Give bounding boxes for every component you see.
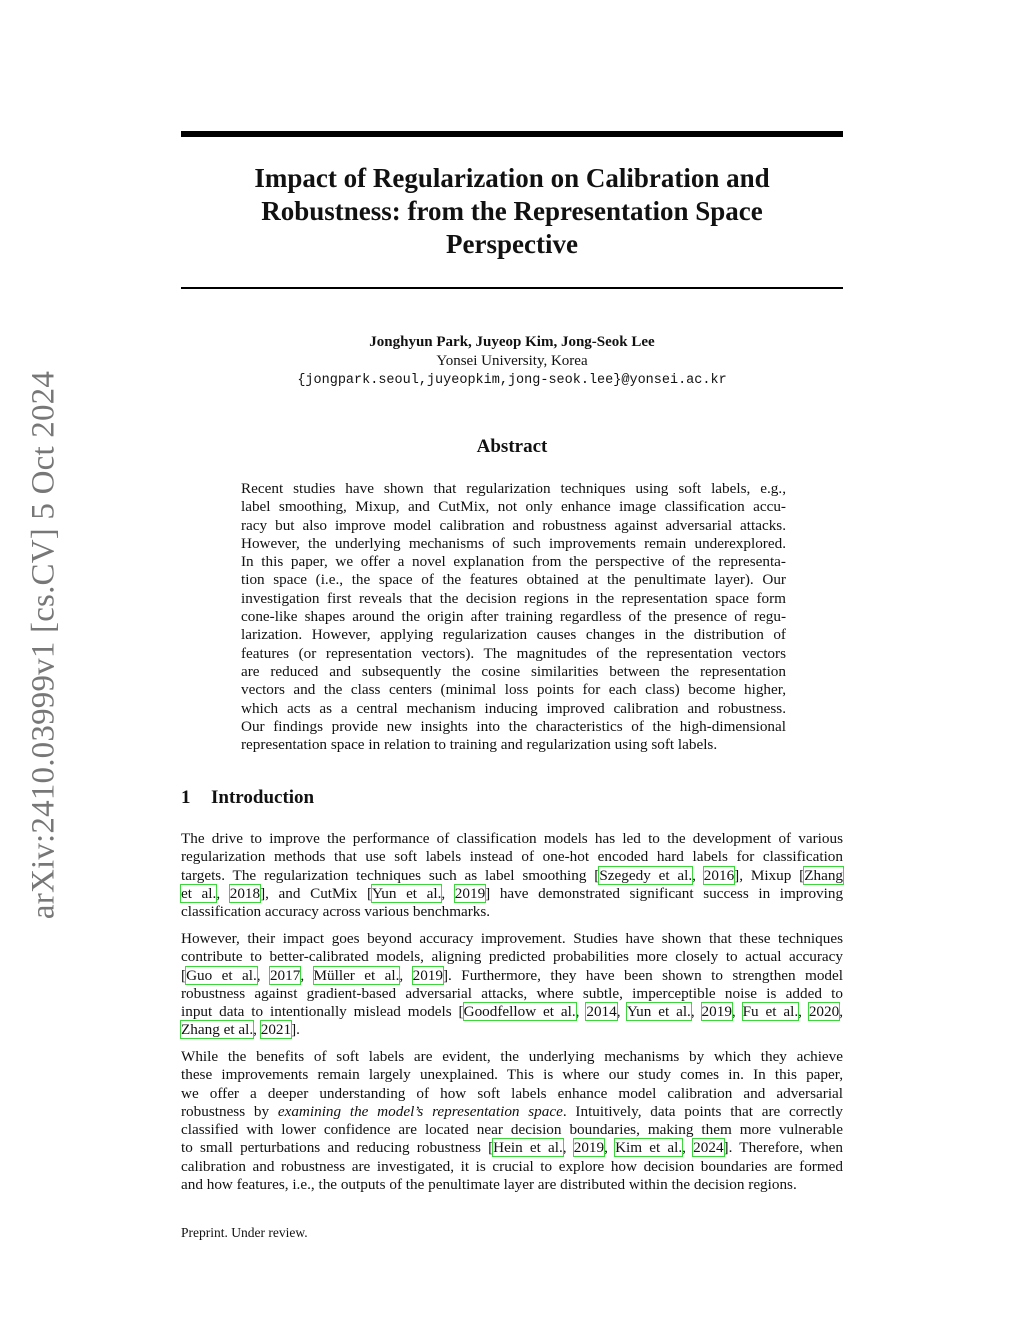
text-run: ,	[575, 1003, 587, 1021]
abstract-line: which acts as a central mechanism inducing improved calibration and robustness.	[241, 699, 786, 717]
abstract-line: are reduced and subsequently the cosine similarities between the representation	[241, 662, 786, 680]
text-run: input data to intentionally mislead models [	[181, 1003, 464, 1021]
authors: Jonghyun Park, Juyeop Kim, Jong-Seok Lee	[369, 334, 655, 350]
text-run: ]. Furthermore, they have been shown to strengthen model	[442, 966, 843, 984]
abstract-body	[241, 480, 786, 754]
citation-link[interactable]: Szegedy et al.	[599, 866, 693, 884]
title-line: Perspective	[446, 229, 578, 259]
text-run: ], and CutMix [	[260, 884, 372, 902]
paper-title	[181, 162, 843, 261]
text-run: ,	[798, 1003, 809, 1021]
section-heading	[181, 787, 314, 809]
citation-link[interactable]: 2017	[269, 966, 301, 984]
abstract-line: tion space (i.e., the space of the features obtained at the penultimate layer). Our	[241, 571, 786, 589]
title-line: Impact of Regularization on Calibration and	[254, 163, 770, 193]
text-line: classified with lower confidence are located near decision boundaries, making them more vulnerable	[181, 1121, 843, 1139]
abstract-line: racy but also improve model calibration and robustness against adversarial attacks.	[241, 516, 786, 534]
citation-link[interactable]: Guo et al.	[186, 966, 257, 984]
text-line: classification accuracy across various benchmarks.	[181, 903, 491, 921]
text-line	[181, 885, 843, 903]
text-line: calibration and robustness are investigated, it is crucial to explore how decision boundaries are formed	[181, 1157, 843, 1175]
citation-link[interactable]: 2019	[573, 1139, 605, 1157]
citation-link[interactable]: Yun et al.	[372, 884, 442, 902]
text-line: robustness against gradient-based adversarial attacks, where subtle, imperceptible noise is added to	[181, 984, 843, 1002]
text-line: While the benefits of soft labels are evident, the underlying mechanisms by which they achieve	[181, 1048, 843, 1065]
text-line	[181, 1103, 843, 1121]
text-run: ], Mixup [	[734, 866, 805, 884]
text-line	[181, 967, 843, 985]
text-run: ,	[839, 1003, 843, 1021]
text-line	[181, 1021, 843, 1039]
footer-note: Preprint. Under review.	[181, 1225, 308, 1240]
intro-paragraph-2	[181, 930, 843, 1040]
emphasis-text: examining the model’s representation space	[277, 1102, 563, 1120]
abstract-line: cone-like shapes around the origin after training regardless of the presence of regu-	[241, 608, 786, 626]
citation-link[interactable]: Müller et al.	[313, 966, 400, 984]
text-run: ,	[399, 966, 413, 984]
title-bottom-rule	[181, 287, 843, 289]
text-run: ,	[731, 1003, 743, 1021]
abstract-line: vectors and the class centers (minimal loss points for each class) become higher,	[241, 681, 786, 699]
abstract-line: label smoothing, Mixup, and CutMix, not only enhance image classification accu-	[241, 498, 786, 516]
citation-link[interactable]: Yun et al.	[626, 1003, 691, 1021]
citation-link[interactable]: Fu et al.	[742, 1003, 799, 1021]
abstract-line: representation space in relation to training and regularization using soft labels.	[241, 736, 718, 754]
text-run: ,	[616, 1003, 627, 1021]
citation-link[interactable]: 2019	[454, 884, 486, 902]
citation-link[interactable]: 2020	[808, 1003, 840, 1021]
intro-paragraph-3	[181, 1048, 843, 1194]
text-run: ]. Therefore, when	[723, 1139, 844, 1157]
citation-link[interactable]: 2018	[229, 884, 261, 902]
citation-link[interactable]: 2019	[701, 1003, 732, 1021]
text-line	[181, 867, 843, 885]
text-run: ,	[253, 1021, 261, 1039]
citation-link[interactable]: 2019	[412, 966, 443, 984]
text-run: ,	[604, 1139, 616, 1157]
text-line: we offer a deeper understanding of how soft labels enhance model calibration and adversarial	[181, 1084, 843, 1102]
text-run: ].	[291, 1021, 300, 1039]
citation-link[interactable]: et al.	[181, 884, 217, 902]
text-run: to small perturbations and reducing robustness [	[181, 1139, 494, 1157]
email: {jongpark.seoul,juyeopkim,jong-seok.lee}@yonsei.ac.kr	[297, 373, 727, 388]
abstract-line: Our findings provide new insights into the characteristics of the high-dimensional	[241, 717, 786, 735]
title-line: Robustness: from the Representation Space	[261, 196, 763, 226]
title-top-rule	[181, 131, 843, 137]
text-line: these improvements remain largely unexplained. This is where our study comes in. In this paper,	[181, 1066, 843, 1084]
text-line: regularization methods that use soft labels instead of one-hot encoded hard labels for classification	[181, 848, 843, 866]
text-run: ,	[682, 1139, 694, 1157]
text-line: The drive to improve the performance of classification models has led to the development of various	[181, 830, 843, 847]
abstract-line: larization. However, applying regularization causes changes in the distribution of	[241, 626, 786, 644]
text-run: ,	[256, 966, 270, 984]
text-run: [	[181, 966, 187, 984]
intro-paragraph-1	[181, 830, 843, 921]
citation-link[interactable]: Goodfellow et al.	[463, 1003, 576, 1021]
arxiv-watermark: arXiv:2410.03999v1 [cs.CV] 5 Oct 2024	[25, 370, 62, 920]
affiliation: Yonsei University, Korea	[436, 353, 588, 369]
citation-link[interactable]: Hein et al.	[493, 1139, 563, 1157]
abstract-line: In this paper, we offer a novel explanation from the perspective of the representa-	[241, 553, 786, 571]
text-run: ,	[690, 1003, 702, 1021]
text-run: ,	[562, 1139, 574, 1157]
text-line	[181, 1003, 843, 1021]
abstract-line: features (or representation vectors). The magnitudes of the representation vectors	[241, 644, 786, 662]
text-run: ,	[441, 884, 455, 902]
text-line: and how features, i.e., the outputs of the penultimate layer are distributed within the decision regions.	[181, 1176, 797, 1194]
abstract-line: However, the underlying mechanisms of such improvements remain underexplored.	[241, 534, 786, 552]
text-run: ,	[300, 966, 314, 984]
text-line	[181, 1139, 843, 1157]
text-line: However, their impact goes beyond accuracy improvement. Studies have shown that these techniques	[181, 930, 843, 947]
text-run: robustness by	[181, 1102, 278, 1120]
text-run: . Intuitively, data points that are correctly	[562, 1102, 843, 1120]
citation-link[interactable]: Zhang	[804, 866, 844, 884]
section-number: 1	[181, 787, 191, 808]
citation-link[interactable]: 2014	[586, 1003, 617, 1021]
citation-link[interactable]: 2024	[693, 1139, 724, 1157]
citation-link[interactable]: 2021	[260, 1021, 292, 1039]
text-line: contribute to better-calibrated models, aligning predicted probabilities more closely to actual accuracy	[181, 948, 843, 966]
citation-link[interactable]: Kim et al.	[615, 1139, 683, 1157]
citation-link[interactable]: 2016	[703, 866, 735, 884]
abstract-heading: Abstract	[476, 436, 548, 457]
abstract-line: Recent studies have shown that regularization techniques using soft labels, e.g.,	[241, 480, 786, 497]
text-run: targets. The regularization techniques such as label smoothing [	[181, 866, 600, 884]
abstract-line: investigation first reveals that the decision regions in the representation space form	[241, 589, 786, 607]
section-title: Introduction	[211, 787, 315, 808]
text-run: ,	[216, 884, 230, 902]
text-run: ,	[692, 866, 704, 884]
text-run: ] have demonstrated significant success in improving	[485, 884, 844, 902]
citation-link[interactable]: Zhang et al.	[181, 1021, 254, 1039]
